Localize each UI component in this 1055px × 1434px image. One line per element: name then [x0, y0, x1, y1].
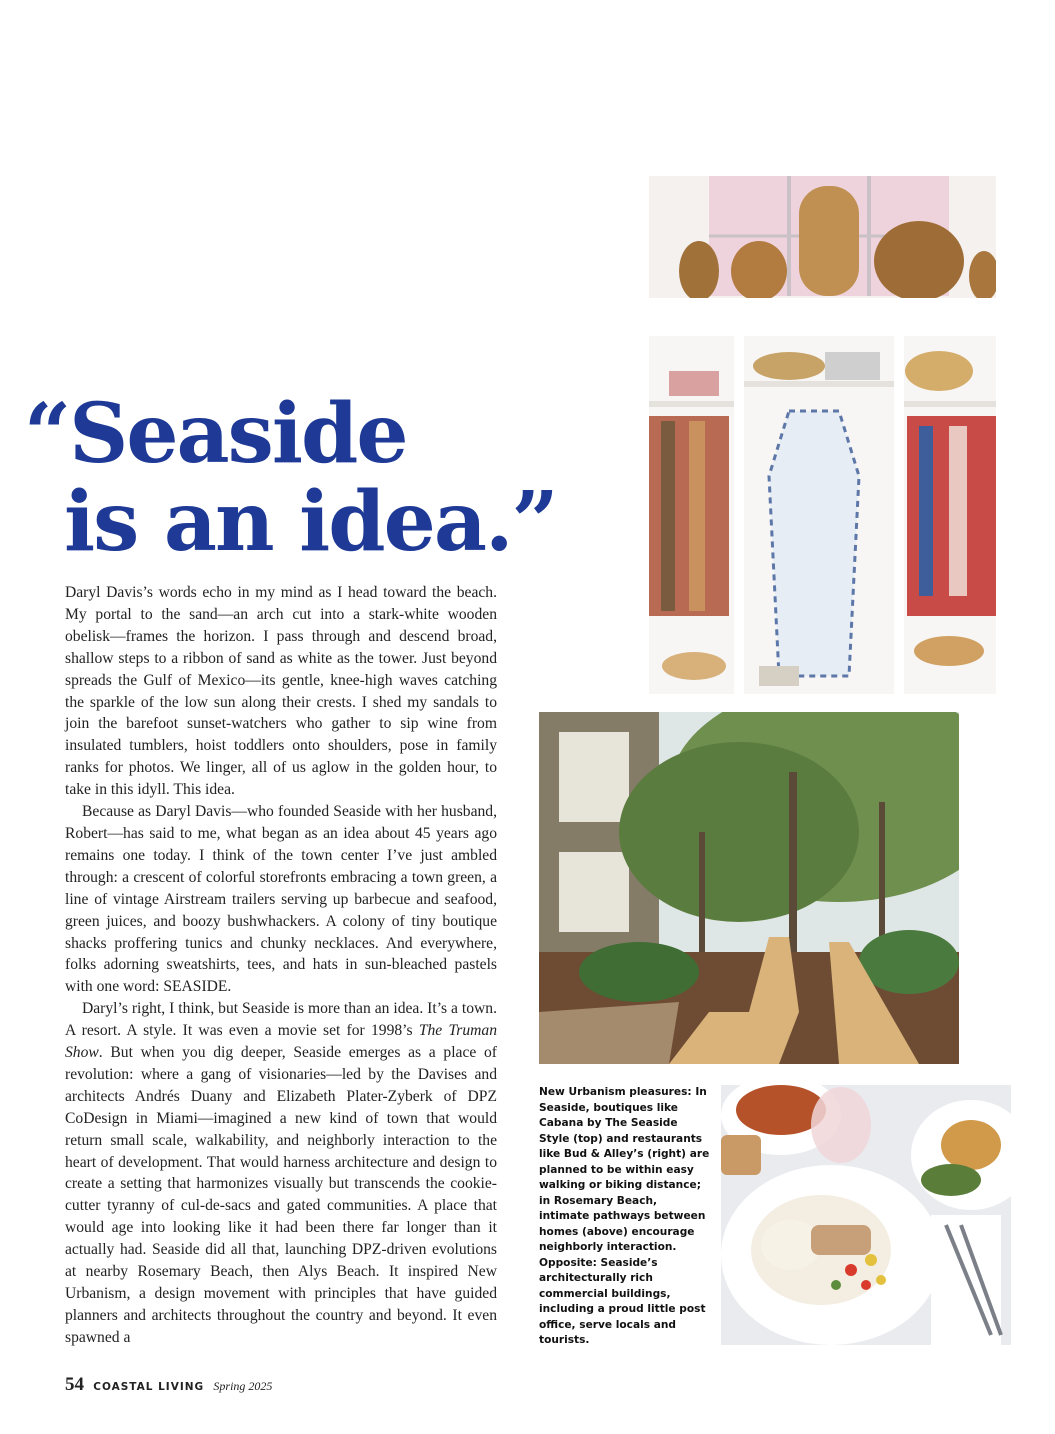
boutique-photo: [649, 176, 996, 694]
pull-quote-headline: [24, 386, 584, 570]
food-photo: [721, 1085, 1011, 1345]
headline-line-1: “Seaside: [24, 386, 407, 482]
page-number: 54: [65, 1374, 84, 1395]
issue-date: Spring 2025: [213, 1379, 273, 1393]
paragraph-3: [65, 998, 497, 1349]
article-body: [65, 582, 497, 1349]
paragraph-3-start: Daryl’s right, I think, but Seaside is more than an idea. It’s a town. A resort. A style. It was even a movie set for 1998’s: [65, 1000, 497, 1040]
magazine-name: COASTAL LIVING: [93, 1381, 205, 1393]
paragraph-2: Because as Daryl Davis—who founded Seaside with her husband, Robert—has said to me, what began as an idea about 45 years ago remains one today. I think of the town center I’ve just ambled through: a crescent of colorful storefronts embracing a town green, a line of vintage Airstream trailers serving up barbecue and seafood, green juices, and boozy bushwhackers. A colony of tiny boutique shacks proffering tunics and chunky necklaces. And everywhere, folks adorning sweatshirts, tees, and hats in sun-bleached pastels with one word: SEASIDE.: [65, 803, 497, 996]
pathway-photo: [539, 712, 959, 1064]
photo-caption: New Urbanism pleasures: In Seaside, boutiques like Cabana by The Seaside Style (top) and restaurants like Bud & Alley’s (right) are planned to be within easy walking or biking distance; in Rosemary Beach, intimate pathways between homes (above) encourage neighborly interaction. Opposite: Seaside’s architecturally rich commercial buildings, including a proud little post office, serve locals and tourists.: [539, 1086, 710, 1346]
paragraph-3-end: . But when you dig deeper, Seaside emerges as a place of revolution: where a gang of visionaries—led by the Davises and architects Andrés Duany and Elizabeth Plater-Zyberk of DPZ CoDesign in Miami—imagined a new kind of town that would return small scale, walkability, and neighborly interaction to the heart of development. That would harness architecture and design to create a setting that harmonizes visually but transcends the cookie-cutter tyranny of cul-de-sacs and gated communities. A place that would age into looking like it had been there far longer than it actually had. Seaside did all that, launching DPZ-driven evolutions at nearby Rosemary Beach, then Alys Beach. It inspired New Urbanism, a design movement with principles that have guided planners and architects throughout the country and beyond. It even spawned a: [65, 1044, 497, 1346]
page-folio: [65, 1374, 272, 1396]
movie-title: The Truman Show: [65, 1022, 497, 1062]
paragraph-1: Daryl Davis’s words echo in my mind as I head toward the beach. My portal to the sand—an arch cut into a stark-white wooden obelisk—frames the horizon. I pass through and descend broad, shallow steps to a ribbon of sand as white as the tower. Just beyond spreads the Gulf of Mexico—its gentle, knee-high waves catching the sparkle of the low sun along their crests. I shed my sandals to join the barefoot sunset-watchers who gather to sip wine from insulated tumblers, hoist toddlers onto shoulders, pose in family ranks for photos. We linger, all of us aglow in the golden hour, to take in this idyll. This idea.: [65, 584, 497, 799]
headline-line-2: is an idea.”: [64, 474, 557, 570]
